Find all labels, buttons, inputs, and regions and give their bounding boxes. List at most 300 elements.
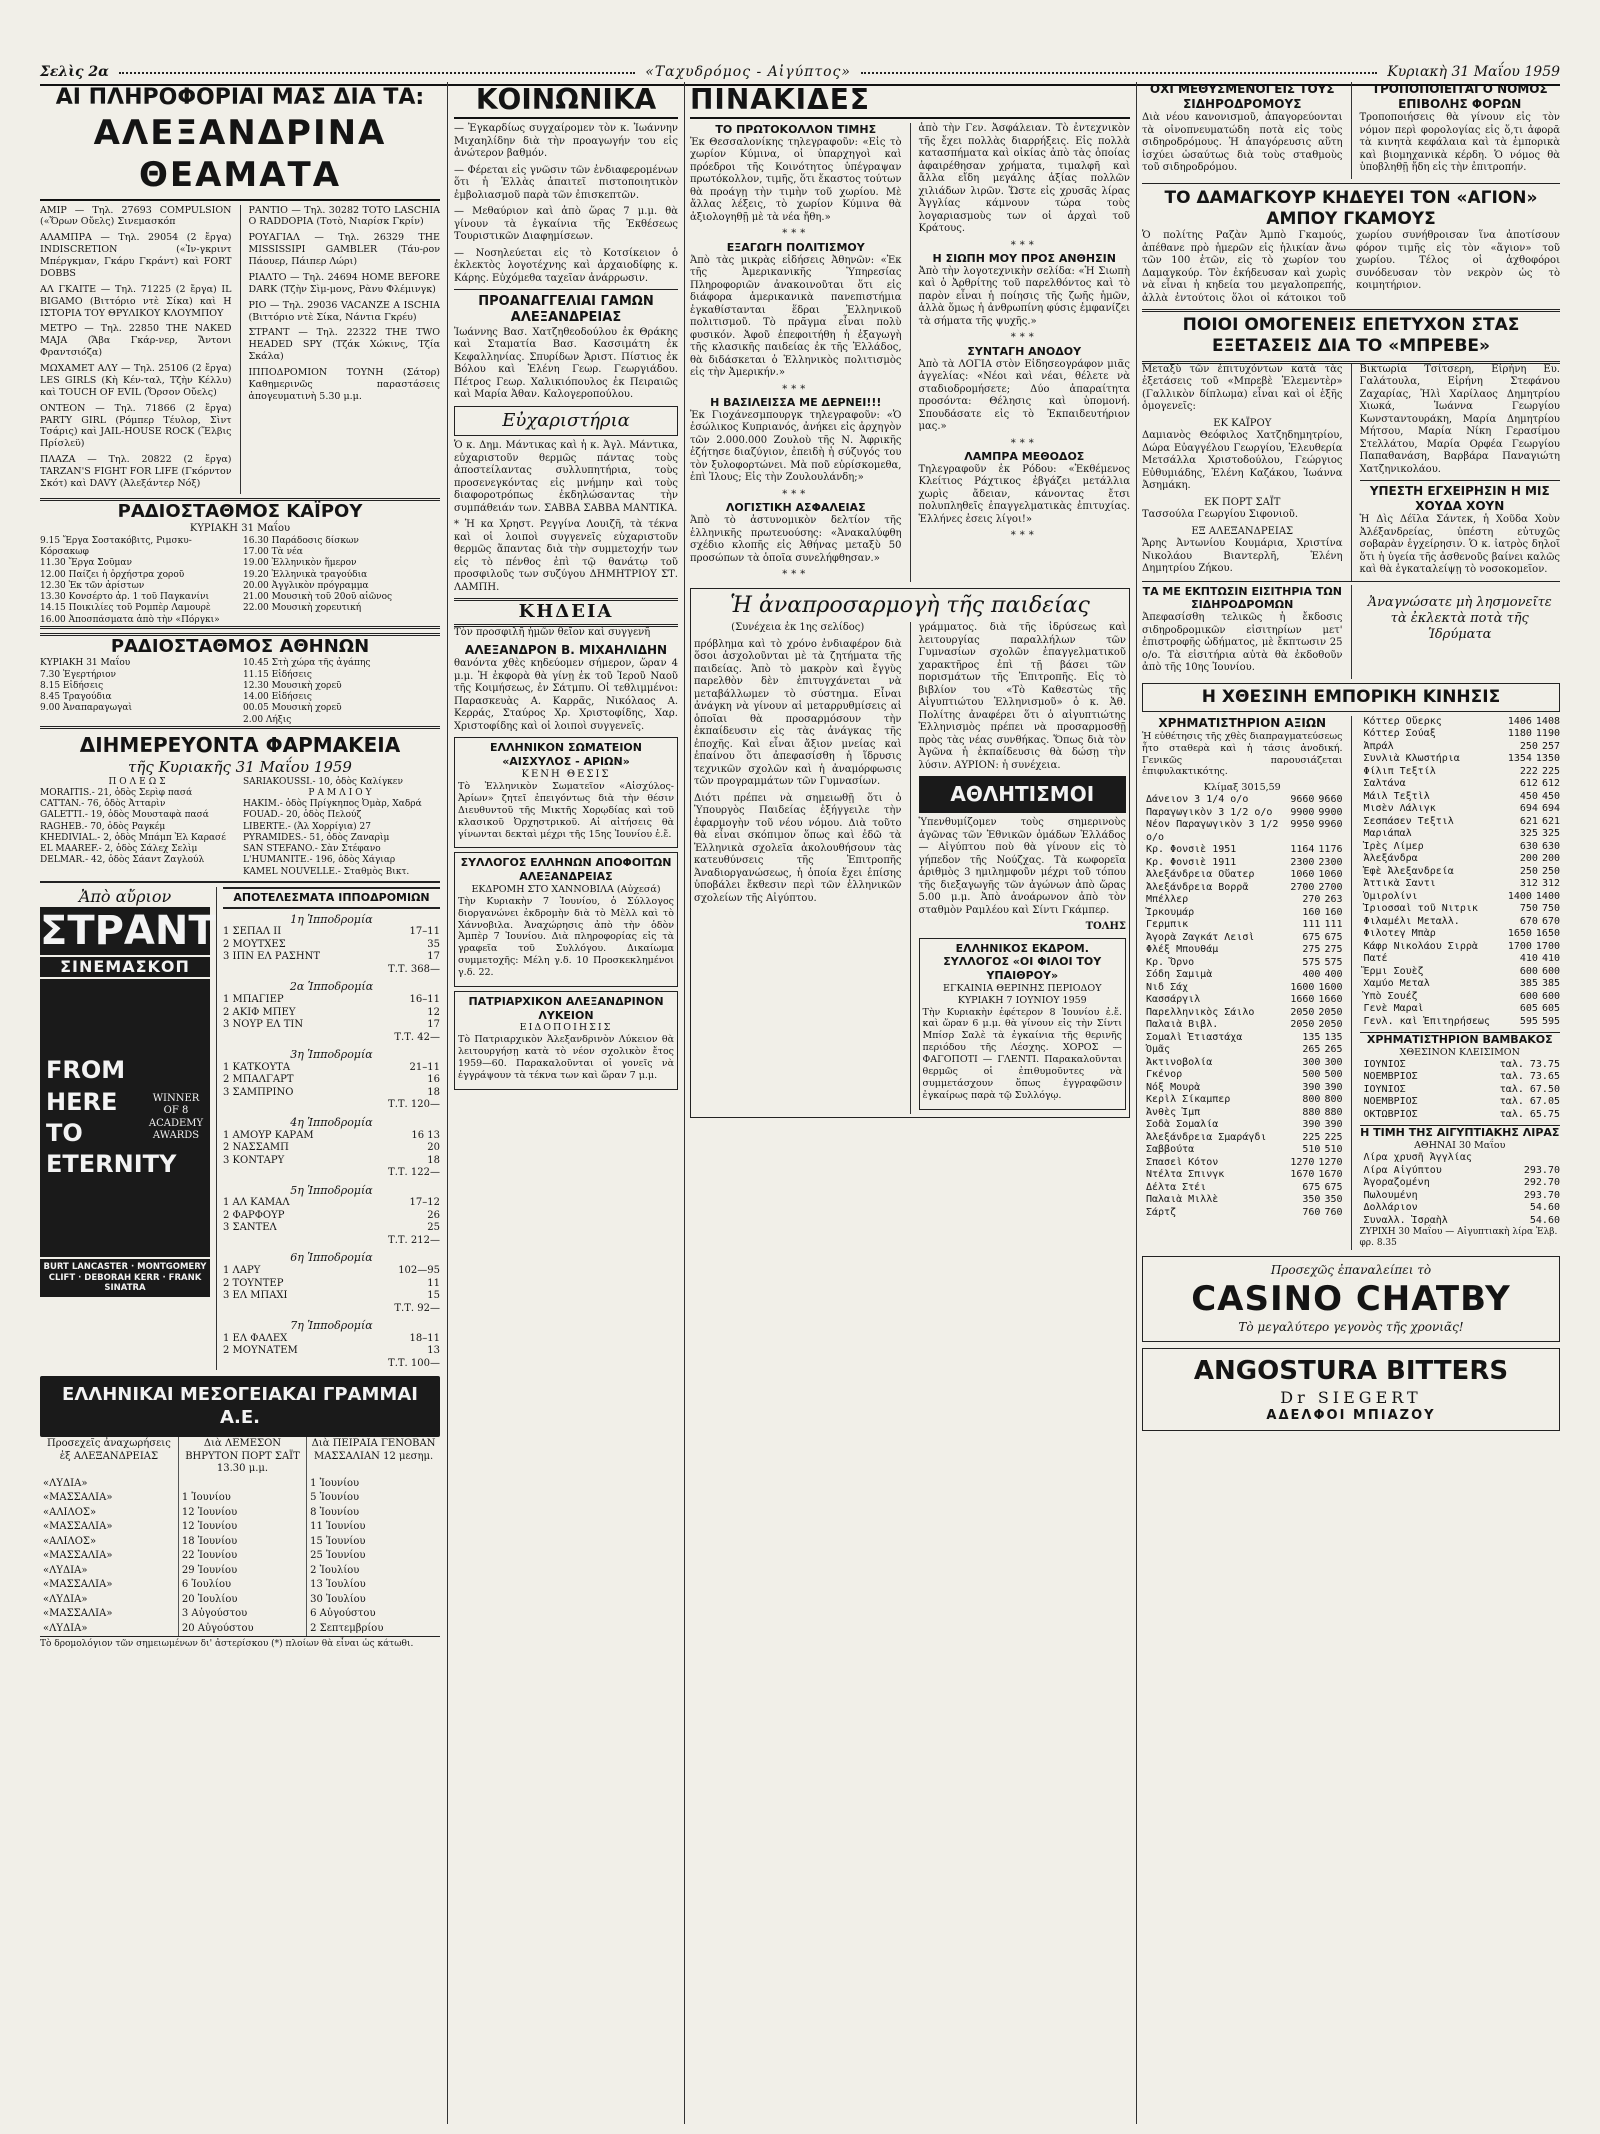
runner-name: 2 ΑΚΙΦ ΜΠΕΥ — [223, 1006, 296, 1018]
schedule-item: 14.00 Εἰδήσεις — [243, 692, 312, 702]
stock-row-cell: 350 — [1324, 1194, 1343, 1206]
stock-row-cell: 1164 — [1290, 844, 1315, 856]
note-heading: Η ΒΑΣΙΛΕΙΣΣΑ ΜΕ ΔΕΡΝΕΙ!!! — [710, 396, 882, 409]
notes-left — [690, 123, 902, 582]
shipping-row — [40, 1622, 440, 1637]
runner-odds: 21–11 — [409, 1061, 440, 1073]
shipping-cell: «ΛΥΔΙΑ» — [40, 1564, 178, 1579]
runner-name: 2 ΜΟΥΤΧΕΣ — [223, 938, 286, 950]
stock-row-cell: 800 — [1324, 1094, 1343, 1106]
stock-row-cell: 9900 — [1318, 806, 1343, 818]
race-tote: Τ.Τ. 92— — [394, 1302, 440, 1314]
stock-row-cell: Κασσάργιλ — [1146, 994, 1201, 1006]
stock-row-cell: 9950 — [1290, 819, 1315, 831]
stock-row-cell: Ἀλεξάνδρεια Οὔατερ — [1146, 869, 1255, 881]
stock-row-cell: 325 — [1519, 828, 1538, 840]
cotton-row — [1360, 1084, 1561, 1097]
shipping-cell — [178, 1477, 306, 1492]
stock-row-cell: Νόξ Μουρὰ — [1146, 1081, 1201, 1093]
stock-row — [1360, 866, 1561, 879]
tax-article — [1360, 82, 1561, 179]
patriarch-notice — [454, 991, 678, 1090]
shipping-cell: 6 Ἰουλίου — [178, 1578, 306, 1593]
stock-row-cell: 2700 — [1290, 881, 1315, 893]
stock-row-cell: 1660 — [1290, 994, 1315, 1006]
omo-cairo: Δαμιανὸς Θεόφιλος Χατζηδημητρίου, Δώρα Εὐαγγέλου Γεωργίου, Ἐλευθερία Μετσάλλα Χριστοδούλου, Γεώργιος Εὐθυμιάδης, Ἑλένη Καζάκου, Ἰωάννα Ἀσημάκη. — [1142, 430, 1343, 491]
runner-odds: 20 — [427, 1142, 440, 1153]
top-news — [1142, 82, 1560, 179]
schedule-item: 11.15 Εἰδήσεις — [243, 669, 312, 680]
pharmacies-list — [40, 777, 440, 883]
stock-row-cell: 760 — [1302, 1206, 1321, 1218]
page-number: Σελὶς 2α — [40, 64, 109, 81]
stock-row-cell: Ἰρὲς Λίμερ — [1363, 840, 1424, 852]
omogeneis-block — [1142, 309, 1560, 364]
cinema-entry: ΙΠΠΟΔΡΟΜΙΟΝ ΤΟΥΝΗ (Σάτορ) Καθημερινῶς παραστάσεις ἀπογευματινὴ 5.30 μ.μ. — [248, 367, 440, 402]
stock-row — [1142, 907, 1343, 920]
pound-row — [1360, 1152, 1561, 1165]
radio-cairo — [40, 498, 440, 629]
cotton-row — [1360, 1109, 1561, 1122]
wine-article — [1142, 82, 1343, 179]
stock-row-cell: 605 — [1519, 1003, 1538, 1015]
shipping-cell: «ΛΥΔΙΑ» — [40, 1593, 178, 1608]
stock-row — [1360, 778, 1561, 791]
funeral-title: ΚΗΔΕΙΑ — [454, 598, 678, 627]
alumni-notice — [454, 852, 678, 987]
race-tote: Τ.Τ. 122— — [388, 1167, 440, 1178]
stock-row — [1142, 1032, 1343, 1045]
stock-row-cell: Ἀπράλ — [1363, 740, 1394, 752]
cotton-row-cell: ταλ. 67.50 — [1499, 1083, 1560, 1095]
pharmacies-ramleh — [243, 777, 440, 878]
ad-snippet: Ἀναγνώσατε μὴ λησμονεῖτε τὰ ἐκλεκτὰ ποτὰ τῆς Ἰδρύματα — [1367, 594, 1552, 642]
stock-row-cell: 694 — [1541, 803, 1560, 815]
alumni-text: Τὴν Κυριακὴν 7 Ἰουνίου, ὁ Σύλλογος διοργανώνει ἐκδρομὴν διὰ τὸ Μὲλλ καὶ τὸ Χάννοβιλα. Ἀναχώρησις ἀπὸ τὴν ὁδὸν Ἀμπὲρ 7 Ἰουνίου. Διὰ πληροφορίας εἰς τὰ γραφεῖα τοῦ Συλλόγου. Δικαίωμα συμμετοχῆς: Μέλη γ.δ. 10 Προσκεκλημένοι γ.δ. 22. — [458, 895, 674, 978]
stock-row-cell: 1600 — [1318, 981, 1343, 993]
shipping-cell: 3 Αὐγούστου — [178, 1607, 306, 1622]
runner-name: 1 ΕΛ ΦΑΛΕΧ — [223, 1332, 288, 1344]
stock-row — [1142, 1019, 1343, 1032]
note-separator: *** — [1010, 530, 1038, 542]
runner-name: 3 ΚΟΝΤΑΡΥ — [223, 1154, 285, 1166]
pound-row-cell: Συναλλ. Ἰσραὴλ — [1363, 1214, 1448, 1226]
stock-row-cell: 675 — [1302, 1181, 1321, 1193]
race-runner — [223, 1265, 440, 1278]
shipping-cell: 22 Ἰουνίου — [178, 1549, 306, 1564]
stock-row-cell: 694 — [1519, 803, 1538, 815]
tax-text: Τροποποιήσεις θὰ γίνουν εἰς τὸν νόμον περὶ φορολογίας εἰς ὅ,τι ἀφορᾶ τὰ κινητὰ κεφάλαια καὶ τὰ ἐμπορικὰ καὶ βιομηχανικὰ κέρδη. Ὁ νόμος θὰ ὑποβληθῇ ἤδη εἰς τὴν ἐπιτροπήν. — [1359, 112, 1560, 173]
stock-row-cell: 1060 — [1318, 869, 1343, 881]
runner-name: 3 ΣΑΜΠΡΙΝΟ — [223, 1086, 294, 1098]
stock-row — [1142, 932, 1343, 945]
shipping-row — [40, 1593, 440, 1608]
stock-table-left — [1142, 794, 1343, 1219]
pharmacies-date: τῆς Κυριακῆς 31 Μαΐου 1959 — [128, 757, 352, 776]
stock-row-cell: Δέλτα Στέι — [1146, 1181, 1207, 1193]
pound-row-cell: 54.60 — [1529, 1214, 1560, 1226]
runner-odds: 15 — [427, 1290, 440, 1301]
assoc-text: Τὸ Ἑλληνικὸν Σωματεῖον «Αἰσχύλος-Ἀρίων» ζητεῖ ἐπειγόντως διὰ τὴν θέσιν Διευθυντοῦ τῆς Μικτῆς Χορῳδίας καὶ τοῦ κλασικοῦ Ὀρχηστρικοῦ. Αἱ αἰτήσεις θὰ γίνωνται δεκταὶ μέχρι τῆς 15ης Ἰουνίου ἐ.ἔ. — [458, 781, 674, 840]
runner-name: 1 ΜΠΑΓΙΕΡ — [223, 994, 284, 1005]
commerce-title: Η ΧΘΕΣΙΝΗ ΕΜΠΟΡΙΚΗ ΚΙΝΗΣΙΣ — [1142, 683, 1560, 712]
omogeneis-title: ΠΟΙΟΙ ΟΜΟΓΕΝΕΙΣ ΕΠΕΤΥΧΟΝ ΣΤΑΣ ΕΞΕΤΑΣΕΙΣ ΔΙΑ ΤΟ «ΜΠΡΕΒΕ» — [1182, 315, 1520, 357]
stock-row-cell: 750 — [1519, 903, 1538, 915]
pound-subtitle: ΑΘΗΝΑΙ 30 Μαΐου — [1414, 1140, 1506, 1152]
gamous-text: Ὁ πολίτης Ραζὰν Ἀμπὸ Γκαμούς, ἀπέθανε πρὸ ἡμερῶν εἰς ἡλικίαν ἄνω τῶν 100 ἐτῶν, εἰς τὸ χωρίον του Δαμαγκούρ. Τὸν ἐκήδευσαν καὶ χωρὶς νὰ εἶναι ἡ κηδεία του μεγαλοπρεπής, ἀλλὰ ἐντούτοις ὅλοι οἱ κάτοικοι τοῦ χωρίου συνήθροισαν ἵνα ἀποτίσουν φόρον τιμῆς εἰς τὸν «ἅγιον» τοῦ χωρίου. Τέλος οἱ ἀχθοφόροι συνόδευσαν τὸν νεκρὸν ὡς τὸ κοιμητήριον. — [1142, 230, 1560, 304]
cinema-entry: ΡΑΝΤΙΟ — Τηλ. 30282 TOTO LASCHIA O RADDOPIA (Τοτὸ, Νιαρίσκ Γκρίν) — [248, 204, 440, 228]
stock-row-cell: 135 — [1302, 1031, 1321, 1043]
omogeneis-right — [1360, 364, 1561, 581]
race-runner — [223, 1197, 440, 1210]
stock-row-cell: 670 — [1541, 915, 1560, 927]
race-runner — [223, 1222, 440, 1235]
schedule-item: 2.00 Λήξις — [243, 714, 292, 725]
stock-row — [1142, 1132, 1343, 1145]
runner-name: 3 ΕΛ ΜΠΑΧΙ — [223, 1290, 288, 1301]
runner-odds: 18 — [427, 1154, 440, 1166]
shipping-cell: 25 Ἰουνίου — [310, 1550, 366, 1562]
column-news — [1142, 82, 1560, 2124]
runner-odds: 11 — [427, 1277, 440, 1289]
note-separator: *** — [1010, 239, 1038, 251]
stock-row-cell: Μαριάπαλ — [1363, 828, 1412, 840]
stock-row-cell: 250 — [1519, 740, 1538, 752]
stock-row-cell: 275 — [1302, 944, 1321, 956]
tax-title: ΤΡΟΠΟΠΟΙΕΙΤΑΙ Ο ΝΟΜΟΣ ΕΠΙΒΟΛΗΣ ΦΟΡΩΝ — [1371, 82, 1548, 111]
omo-cairo-label: ΕΚ ΚΑΪΡΟΥ — [1213, 417, 1272, 429]
stock-row-cell: Σομαλὶ Ἐτιαστάχα — [1146, 1031, 1243, 1043]
stock-row — [1142, 1144, 1343, 1157]
stock-row-cell: 225 — [1302, 1131, 1321, 1143]
stock-row-cell: 880 — [1302, 1106, 1321, 1118]
funeral-name: ΑΛΕΞΑΝΔΡΟΝ Β. ΜΙΧΑΗΛΙΔΗΝ — [464, 643, 668, 657]
race-runner — [223, 1155, 440, 1168]
stock-row-cell: 621 — [1519, 815, 1538, 827]
patriarch-subtitle: ΕΙΔΟΠΟΙΗΣΙΣ — [519, 1022, 613, 1034]
race-tote: Τ.Τ. 42— — [394, 1031, 440, 1043]
commerce-body — [1142, 716, 1560, 1250]
social-title: ΚΟΙΝΩΝΙΚΑ — [454, 82, 678, 119]
stock-row-cell: Ἀλεξάνδρεια Βορρᾶ — [1146, 881, 1249, 893]
stock-row — [1142, 844, 1343, 857]
stock-row-cell: 111 — [1324, 919, 1343, 931]
race-runner — [223, 1290, 440, 1303]
thanks-text: Ὁ κ. Δημ. Μάντικας καὶ ἡ κ. Ἀγλ. Μάντικα, εὐχαριστοῦν θερμῶς πάντας τοὺς ἀποστείλαντας συλλυπητήρια, τοὺς προσενεγκόντας εἰς μνήμην καὶ τοὺς διαφοροτρόπως ἐκδηλώσαντας τὴν συμπάθειάν των. ΣΑΒΒΑ ΣΑΒΒΑ ΜΑΝΤΙΚΑ. — [454, 440, 678, 514]
shipping-cell: 12 Ἰουνίου — [178, 1520, 306, 1535]
radio-cairo-schedule — [40, 536, 440, 626]
athletics-text: Ὑπενθυμίζομεν τοὺς σημερινοὺς ἀγῶνας τῶν Ἐθνικῶν ὁμάδων Ἑλλάδος — Αἰγύπτου ποὺ θὰ γίνουν εἰς τὸ γήπεδον τῆς Νούζχας. Τὰ κωφορεῖα ἀριθμὸς 3 ημιλημφοῦν μέχρι τοῦ τόπου τῆς διεξαγωγῆς τῶν ἀγώνων ἀπὸ ὥρας 5.00 μ.μ. Ἀπὸ ἀνοάρωνον ἀπὸ τὸν σταθμὸν Ραμλέου καὶ Σίντι Γκάμπερ. — [918, 817, 1126, 916]
note-text: Ἀπὸ τὴν λογοτεχνικὴν σελίδα: «Ἡ Σιωπὴ καὶ ὁ Ἀρθρίτης τοῦ παρελθόντος καὶ τὸ παρὸν εἶναι ἡ ποίησις τῆς ζωῆς ἡμῶν, ἀλλὰ ὅμως ἡ ἀνθρωπίνη φύσις ἐμφανίζει τὰ σήματα τῆς ψυχῆς.» — [918, 265, 1130, 327]
schedule-item: 17.00 Τὰ νέα — [243, 547, 303, 557]
cotton-row — [1360, 1071, 1561, 1084]
shipping-row — [40, 1491, 440, 1506]
shipping-cell: «ΜΑΣΣΑΛΙΑ» — [40, 1578, 178, 1593]
athletics-title: ΑΘΛΗΤΙΣΜΟΙ — [919, 776, 1127, 813]
pound-row — [1360, 1165, 1561, 1178]
stock-row — [1142, 969, 1343, 982]
pharmacy-entry: FOUAD.- 20, ὁδὸς Πελούζ — [243, 810, 362, 821]
stock-row-cell: 300 — [1302, 1056, 1321, 1068]
thanks-text-2: * Ἡ κα Χρηστ. Ρεγγίνα Λουιζῆ, τὰ τέκνα καὶ οἱ λοιποὶ συγγενεῖς εὐχαριστοῦν θερμῶς ἅπαντας διὰ τὴν συμμετοχήν των εἰς τὸ πένθος ἐπὶ τῷ θανάτῳ τοῦ προσφιλοῦς των συζύγου ΔΗΜΗΤΡΙΟΥ ΣΤ. ΛΑΜΠΗ. — [454, 519, 678, 593]
runner-name: 1 ΚΑΤΚΟΥΤΑ — [223, 1061, 291, 1073]
stock-row-cell: 225 — [1541, 765, 1560, 777]
cotton-title: ΧΡΗΜΑΤΙΣΤΗΡΙΟΝ ΒΑΜΒΑΚΟΣ — [1360, 1032, 1561, 1047]
patriarch-title: ΠΑΤΡΙΑΡΧΙΚΟΝ ΑΛΕΞΑΝΔΡΙΝΟΝ ΛΥΚΕΙΟΝ — [468, 994, 664, 1022]
pound-row-cell: Δολλάριον — [1363, 1202, 1418, 1213]
shipping-schedule — [40, 1437, 440, 1636]
shipping-head: Διὰ ΠΕΙΡΑΙΑ ΓΕΝΟΒΑΝ ΜΑΣΣΑΛΙΑΝ 12 μεσημ. — [311, 1438, 436, 1462]
column-rule — [1136, 82, 1137, 2124]
angostura-name: ANGOSTURA BITTERS — [1193, 1356, 1509, 1386]
alumni-subtitle: ΕΚΔΡΟΜΗ ΣΤΟ ΧΑΝΝΟΒΙΛΑ (Αὐχεσά) — [471, 883, 661, 895]
excursion-notice — [919, 938, 1127, 1110]
schedule-item: 12.00 Παίζει ἡ ὀρχήστρα χοροῦ — [40, 569, 185, 580]
header-dots — [119, 72, 635, 74]
stock-row — [1142, 1194, 1343, 1207]
stock-row-cell: 1600 — [1290, 981, 1315, 993]
runner-name: 2 ΤΟΥΝΤΕΡ — [223, 1277, 284, 1289]
stock-row-cell: 600 — [1519, 990, 1538, 1002]
stock-row — [1142, 894, 1343, 907]
race-runner — [223, 1062, 440, 1075]
cotton-subtitle: ΧΘΕΣΙΝΟΝ ΚΛΕΙΣΙΜΟΝ — [1399, 1047, 1520, 1058]
pound-row-cell: Λίρα χρυσῆ Ἀγγλίας — [1363, 1152, 1472, 1163]
note-separator: *** — [782, 228, 810, 240]
runner-name: 1 ΑΜΟΥΡ ΚΑΡΑΜ — [223, 1129, 314, 1141]
schedule-item: 14.15 Ποικιλίες τοῦ Ρομπὲρ Λαμουρὲ — [40, 603, 211, 614]
stock-row-cell: 410 — [1519, 953, 1538, 965]
casino-pre: Προσεχῶς ἐπαναλείπει τὸ — [1270, 1262, 1432, 1277]
stock-row — [1142, 794, 1343, 807]
race-runner — [223, 1278, 440, 1291]
stock-row-cell: 250 — [1519, 865, 1538, 877]
stock-row — [1142, 994, 1343, 1007]
stock-row — [1360, 853, 1561, 866]
schedule-item: 12.30 Ἐκ τῶν ἀρίστων — [40, 580, 145, 591]
omo-port-label: ΕΚ ΠΟΡΤ ΣΑΪΤ — [1204, 496, 1281, 508]
stock-row-cell: 135 — [1324, 1031, 1343, 1043]
runner-name: 1 ΣΕΠΑΛ ΙΙ — [223, 926, 282, 938]
stock-row-cell: Φιλαμέλι Μεταλλ. — [1363, 915, 1460, 927]
stock-row-cell: Γκένορ — [1146, 1069, 1183, 1081]
race-heading: 4η Ἱπποδρομία — [290, 1115, 373, 1129]
stock-row — [1360, 753, 1561, 766]
race-results-title: ΑΠΟΤΕΛΕΣΜΑΤΑ ΙΠΠΟΔΡΟΜΙΩΝ — [223, 887, 440, 909]
schedule-item: 9.00 Ἀναπαραγωγαὶ — [40, 703, 133, 714]
stock-row-cell: 510 — [1302, 1144, 1321, 1156]
shipping-row — [40, 1578, 440, 1593]
stock-row-cell: Σάρτζ — [1146, 1206, 1177, 1218]
strant-ad-poster — [40, 979, 210, 1257]
assoc-subtitle: ΚΕΝΗ ΘΕΣΙΣ — [521, 768, 611, 780]
stock-row-cell: 1406 — [1507, 715, 1532, 727]
stock-row-cell: Κόττερ Σούαξ — [1363, 728, 1436, 740]
gamous-title: ΤΟ ΔΑΜΑΓΚΟΥΡ ΚΗΔΕΥΕΙ ΤΟΝ «ΑΓΙΟΝ» ΑΜΠΟΥ ΓΚΑΜΟΥΣ — [1164, 187, 1538, 229]
schedule-item: 21.00 Μουσικὴ τοῦ 20οῦ αἰῶνος — [243, 592, 393, 602]
stock-row-cell: Σοδὰ Σομαλία — [1146, 1119, 1219, 1131]
runner-name: 1 ΛΑΡΥ — [223, 1265, 261, 1276]
schedule-item: 7.30 Ἐγερτήριον — [40, 669, 116, 680]
notes-title: ΠΙΝΑΚΙΔΕΣ — [690, 82, 1130, 119]
pound-table — [1360, 1152, 1561, 1227]
cotton-row-cell: ΙΟΥΝΙΟΣ — [1363, 1083, 1406, 1095]
schedule-item: 16.00 Ἀποσπάσματα ἀπὸ τὴν «Πόργκι» — [40, 614, 220, 625]
note-separator: *** — [1010, 437, 1038, 449]
stock-row-cell: 160 — [1324, 906, 1343, 918]
excursion-text: Τὴν Κυριακὴν ἐφέτερον 8 Ἰουνίου ἐ.ἔ. καὶ ὥραν 6 μ.μ. θὰ γίνουν εἰς τὴν Σίντι Μπίσρ Σαλὲ τὰ ἐγκαίνια τῆς θερινῆς περιόδου τῆς Λέσχης. ΧΟΡΟΣ — ΦΑΓΟΠΟΤΙ — ΓΛΕΝΤΙ. Παρακαλοῦνται θερμῶς οἱ ἐπιθυμοῦντες νὰ συμμετάσχουν ὅπως ἐγγραφῶσιν ἐγκαίρως παρὰ τῷ Συλλόγῳ. — [922, 1006, 1122, 1101]
pharmacy-entry: LIBERTE.- (Ἀλ Χορρίγια) 27 — [243, 821, 371, 832]
shipping-row — [40, 1564, 440, 1579]
stock-row-cell: 2300 — [1318, 856, 1343, 868]
shipping-row — [40, 1535, 440, 1550]
schedule-item: 20.00 Ἀγγλικὸν πρόγραμμα — [243, 580, 369, 591]
stock-row-cell: Κόττερ Οὔερκς — [1363, 715, 1442, 727]
social-item: — Ἐγκαρδίως συγχαίρομεν τὸν κ. Ἰωάννην Μιχαηλίδην διὰ τὴν προαγωγήν του εἰς ἀνώτερον βαθμόν. — [454, 123, 678, 159]
runner-name: 2 ΜΟΥΝΑΤΕΜ — [223, 1345, 298, 1357]
stock-row-cell: Σαλτάνα — [1363, 778, 1406, 790]
schedule-item: 00.05 Μουσικὴ χορεῦ — [243, 703, 342, 714]
patriarch-text: Τὸ Πατριαρχικὸν Ἀλεξανδρινὸν Λύκειον θὰ λειτουργήσῃ κατὰ τὸ νέον σχολικὸν ἔτος 1959—60. Παρακαλοῦνται οἱ γονεῖς νὰ ἐγγράψουν τὰ τέκνα των καὶ ὥραν 7 μ.μ. — [458, 1034, 674, 1081]
runner-odds: 17 — [427, 951, 440, 963]
stock-title: ΧΡΗΜΑΤΙΣΤΗΡΙΟΝ ΑΞΙΩΝ — [1158, 715, 1327, 730]
note-text: Ἀπὸ τὰς μικρὰς εἰδήσεις Ἀθηνῶν: «Ἐκ τῆς Ἀμερικανικῆς Ὑπηρεσίας Πληροφοριῶν ἀνακοινοῦται ὅτι εἰς διάφορα ἀμερικανικὰ πανεπιστήμια ἐγκαθίστανται ἕδραι Ἑλληνικοῦ πολιτισμοῦ. Τὸ πρᾶγμα εἶναι πολὺ φυσικόν. Ἀφοῦ ἐπεφοιτήθη ἡ ἐξαγωγὴ τῆς κλασικῆς παιδείας ἐκ τῆς Ἑλλάδος, θὰ διδάσκεται ὁ Ἑλληνικὸς πολιτισμὸς εἰς τὴν Ἀμερικήν.» — [690, 254, 902, 378]
shipping-cell: «ΜΑΣΣΑΛΙΑ» — [40, 1520, 178, 1535]
column-listings — [40, 82, 440, 2124]
stock-row — [1360, 828, 1561, 841]
pharmacy-entry: SARIAKOUSSI.- 10, ὁδὸς Καλίγκεν — [243, 776, 403, 787]
hernia-text: Ἡ Δὶς Δέϊλα Σάντεκ, ἡ Χοῦδα Χοὺν Ἀλέξανδρείας, ὑπέστη εὐτυχῶς σοβαρὰν ἐγχείρησιν. Ὁ κ. ἰατρὸς δηλοῖ ὅτι ἡ ὑγεία τῆς ἀσθενοῦς βαίνει καλῶς καὶ θὰ ἐγκαταλείψῃ τὸ νοσοκομεῖον. — [1359, 514, 1560, 575]
column-rule — [684, 82, 685, 2124]
note-separator: *** — [782, 569, 810, 580]
notes-right — [919, 123, 1131, 582]
stock-row-cell: Μπέλλερ — [1146, 894, 1189, 906]
stock-row-cell: 390 — [1324, 1081, 1343, 1093]
pharmacy-entry: HAKIM.- ὁδὸς Πρίγκηπος Ὀμὰρ, Χαδρά — [243, 799, 422, 809]
cotton-row-cell: ταλ. 67.05 — [1499, 1096, 1560, 1108]
notes-body — [690, 123, 1130, 582]
race-results — [223, 887, 440, 1371]
pharmacy-entry: EL MAAREF.- 2, ὁδὸς Σάλεχ Σελὶμ — [40, 844, 198, 854]
race-list — [223, 913, 440, 1371]
stock-row-cell: 2700 — [1318, 881, 1343, 893]
race-runner — [223, 1019, 440, 1032]
runner-odds: 18 — [427, 1086, 440, 1098]
divider — [240, 205, 241, 494]
pharmacy-entry: L'HUMANITE.- 196, ὁδὸς Χάγιαρ — [243, 855, 396, 866]
stock-row-cell: 760 — [1324, 1206, 1343, 1218]
stock-row-cell: 1650 — [1507, 928, 1532, 940]
race-runner — [223, 1142, 440, 1155]
stock-row — [1142, 807, 1343, 820]
stock-row-cell: 600 — [1519, 965, 1538, 977]
schedule-item: 13.30 Κονσέρτο ἀρ. 1 τοῦ Παγκανίνι — [40, 592, 210, 602]
strant-ad-from: Ἀπὸ αὔριον — [78, 886, 172, 906]
shipping-ad — [40, 1376, 440, 1650]
note-text: ἀπὸ τὴν Γεν. Ἀσφάλειαν. Τὸ ἐντεχνικὸν τῆς ἔχει πολλὰς διαρρήξεις. Εἰς πολλὰ κατασπήματα καὶ οἰκίας ἀπὸ τὰς ὁποίας ἀφαιρέθησαν χρήματα, τιμαλφῆ καὶ ἄλλα εἴδη μεγάλης ἀξίας πολλῶν χιλιάδων λιρῶν. Ὥστε εἰς χρυσᾶς λίρας Ἀγγλίας κάμνουν τώρα τοὺς λογαριασμοὺς των οἱ ἀρχαὶ τοῦ Κράτους. — [918, 123, 1130, 234]
radio-athens-schedule — [40, 658, 440, 726]
stock-row-cell: 1176 — [1318, 844, 1343, 856]
divider — [1351, 716, 1352, 1250]
omo-port: Τασσούλα Γεωργίου Σιφονιοῦ. — [1142, 509, 1299, 520]
wine-text: Διὰ νέου κανονισμοῦ, ἀπαγορεύονται τὰ οἰνοπνευματώδη ποτὰ εἰς τοὺς σιδηροδρόμους. Ἡ ἀπαγόρευσις αὕτη ἰσχύει ὡσαύτως διὰ τοὺς σταθμοὺς τοῦ σιδηροδρόμου. — [1142, 112, 1343, 173]
schedule-item: 11.30 Ἔργα Σοῦμαν — [40, 558, 132, 569]
race-heading: 7η Ἱπποδρομία — [290, 1319, 373, 1332]
stock-row-cell: Σόδη Σαμιμὰ — [1146, 969, 1213, 981]
note-heading: ΣΥΝΤΑΓΗ ΑΝΟΔΟΥ — [967, 344, 1082, 358]
stock-row-cell: 575 — [1324, 956, 1343, 968]
stock-row-cell: Παλαιὰ Μιλλὲ — [1146, 1194, 1219, 1206]
stock-row-cell: 1180 — [1507, 728, 1532, 740]
angostura-ad — [1142, 1348, 1560, 1431]
stock-row — [1360, 791, 1561, 804]
casino-name: CASINO CHATBY — [1191, 1278, 1511, 1319]
cotton-row-cell: ταλ. 65.75 — [1499, 1108, 1560, 1120]
column-social — [454, 82, 678, 2124]
cinema-entry: ΡΙΟ — Τηλ. 29036 VACANZE A ISCHIA (Βιττόριο ντὲ Σίκα, Νάντια Γκρέυ) — [248, 299, 440, 323]
schedule-item: 22.00 Μουσικὴ χορευτική — [243, 603, 362, 614]
pound-note: ΖΥΡΙΧΗ 30 Μαΐου — Αἰγυπτιακὴ λίρα Ἐλβ. φρ. 8.35 — [1359, 1227, 1558, 1249]
radio-athens — [40, 633, 440, 729]
strant-cinema-ad — [40, 886, 216, 1297]
stock-row-cell: 350 — [1302, 1194, 1321, 1206]
radio-cairo-date: ΚΥΡΙΑΚΗ 31 Μαΐου — [189, 523, 291, 535]
note-text: Τηλεγραφοῦν ἐκ Ρόδου: «Ἐκθέμενος Κλείτιος Ράχτικος ἐβγάζει μετάλλια χωρὶς ἄδειαν, κάνοντας ἔτσι πολυπληθεῖς ἐπαγγελματικὰς ἐπιτυχίας. Ἑλλήνες ἐσεις λίγοι!» — [918, 463, 1130, 525]
stock-row-cell: Παρελληνικὸς Σάιλο — [1146, 1006, 1255, 1018]
pound-row — [1360, 1215, 1561, 1228]
stock-row-cell: 675 — [1324, 1181, 1343, 1193]
stock-row-cell: Ὀμᾶς — [1146, 1044, 1171, 1056]
schedule-item: ΚΥΡΙΑΚΗ 31 Μαΐου — [40, 658, 131, 669]
stock-row-cell: 1400 — [1507, 890, 1532, 902]
stock-row-cell: 450 — [1541, 790, 1560, 802]
stock-row-cell: 250 — [1541, 865, 1560, 877]
cotton-row — [1360, 1059, 1561, 1072]
column-rule — [447, 82, 448, 2124]
race-heading: 3η Ἱπποδρομία — [290, 1048, 373, 1061]
shipping-cell: 13 Ἰουλίου — [310, 1579, 366, 1591]
cinema-entry: ΑΛ ΓΚΑΙΤΕ — Τηλ. 71225 (2 ἔργα) IL BIGAMO (Βιττόριο ντὲ Σίκα) καὶ Η ΙΣΤΟΡΙΑ ΤΟΥ ΘΡΥΛΙΚΟΥ ΚΛΟΥΜΠΟΥ — [40, 283, 232, 319]
stock-row — [1360, 941, 1561, 954]
stock-row-cell: 1660 — [1318, 994, 1343, 1006]
stock-row-cell: 400 — [1302, 969, 1321, 981]
stock-row — [1360, 728, 1561, 741]
stock-row-cell: 1670 — [1290, 1169, 1315, 1181]
stock-row-cell: 265 — [1324, 1044, 1343, 1056]
stock-row-cell: 675 — [1324, 931, 1343, 943]
strant-ad-film: FROM HERE TO ETERNITY — [46, 1056, 177, 1178]
strant-ad-awards: WINNER OF 8 ACADEMY AWARDS — [148, 1092, 204, 1142]
stock-row-cell: Νέον Παραγωγικὸν 3 1/2 ο/ο — [1146, 819, 1279, 843]
schedule-left — [40, 658, 237, 726]
pound-row-cell: 54.60 — [1529, 1202, 1560, 1213]
note-text: Ἐκ Θεσσαλονίκης τηλεγραφοῦν: «Εἰς τὸ χωρίον Κύμινα, οἱ ὑπαρχηγοὶ καὶ πρόεδροι τῆς Κοινότητος ὑπέγραψαν πρωτόκολλον, τιμῆς, ὅτι ἕκαστος τούτων θὰ προάγῃ τὴν τιμὴν τοῦ χωρίου. Μὲ ἄλλας λέξεις, τὸ χωρίον Κύμινα θὰ ἀξιολογηθῇ μὲ τὰ νέα ἤθη.» — [690, 136, 902, 223]
shipping-cell: 30 Ἰουλίου — [310, 1593, 366, 1605]
stock-row-cell: Γενλ. καὶ Ἐπιτηρήσεως — [1363, 1015, 1490, 1027]
pound-row — [1360, 1202, 1561, 1215]
stock-row-cell: 200 — [1541, 853, 1560, 865]
radio-cairo-title: ΡΑΔΙΟΣΤΑΘΜΟΣ ΚΑΪΡΟΥ — [117, 500, 363, 522]
schedule-left — [40, 536, 237, 626]
shipping-row — [40, 1477, 440, 1492]
shipping-note: Τὸ δρομολόγιον τῶν σημειωμένων δι' ἀστερίσκου (*) πλοίων θὰ εἶναι ὡς κάτωθι. — [40, 1636, 440, 1650]
omogeneis-left — [1142, 364, 1343, 581]
shipping-cell: «ΜΑΣΣΑΛΙΑ» — [40, 1607, 178, 1622]
cinema-listings — [40, 205, 440, 494]
stock-row-cell: 600 — [1541, 990, 1560, 1002]
stock-row-cell: Φιλοτεγ Μπὰρ — [1363, 928, 1436, 940]
stock-row-cell: 450 — [1519, 790, 1538, 802]
